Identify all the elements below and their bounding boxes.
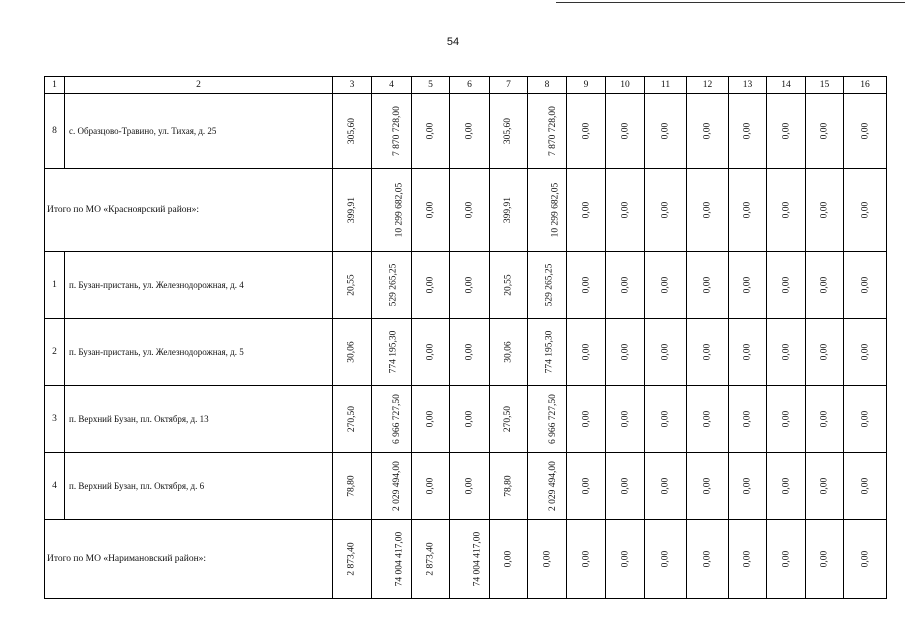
value-text: 399,91 [347,196,357,224]
value-text: 0,00 [742,276,753,294]
value-text: 74 004 417,00 [394,531,405,587]
value-cell [333,252,372,319]
header-cell: 13 [729,77,767,94]
value-text: 20,55 [503,274,514,296]
value-text: 0,00 [620,477,630,495]
value-text: 0,00 [781,550,791,568]
value-cell [372,94,412,169]
row-number: 3 [45,386,65,453]
header-cell: 2 [65,77,333,94]
value-text: 0,00 [620,410,630,428]
header-cell: 7 [490,77,528,94]
value-cell [767,169,806,252]
value-cell [372,520,412,599]
value-text: 0,00 [464,477,475,495]
value-text: 0,00 [702,122,713,140]
value-text: 0,00 [620,550,630,568]
table-row [45,252,887,319]
value-cell [490,94,528,169]
value-text: 6 966 727,50 [391,394,402,444]
value-text: 0,00 [581,201,591,219]
value-text: 270,50 [347,405,357,433]
value-cell [729,94,767,169]
table-row [45,319,887,386]
value-cell [844,94,887,169]
value-cell [806,252,844,319]
value-cell [806,94,844,169]
value-text: 0,00 [464,410,475,428]
value-text: 305,60 [347,117,357,145]
value-cell [729,386,767,453]
value-text: 529 265,25 [388,263,399,307]
value-cell [333,169,372,252]
value-cell [567,453,606,520]
value-cell [450,169,490,252]
value-cell [567,386,606,453]
value-text: 0,00 [464,122,475,140]
header-cell: 15 [806,77,844,94]
value-text: 0,00 [781,477,791,495]
value-text: 0,00 [425,477,436,495]
top-rule [556,2,905,3]
value-text: 0,00 [660,201,671,219]
value-cell [645,520,687,599]
value-cell [806,453,844,520]
value-cell [729,319,767,386]
value-cell [687,252,729,319]
value-cell [806,319,844,386]
value-cell [412,252,450,319]
value-cell [450,386,490,453]
value-cell [645,94,687,169]
value-cell [412,319,450,386]
value-text: 2 029 494,00 [391,461,402,511]
value-text: 74 004 417,00 [472,531,483,587]
value-cell [567,252,606,319]
value-text: 78,80 [347,475,357,497]
value-cell [645,453,687,520]
value-cell [333,386,372,453]
value-cell [729,520,767,599]
value-cell [767,252,806,319]
value-cell [567,319,606,386]
value-cell [606,319,645,386]
value-cell [844,453,887,520]
data-table [44,76,887,599]
value-cell [645,386,687,453]
value-cell [687,520,729,599]
header-cell: 5 [412,77,450,94]
header-cell: 10 [606,77,645,94]
value-cell [372,453,412,520]
value-cell [450,252,490,319]
value-cell [687,386,729,453]
value-cell [528,94,567,169]
value-cell [490,252,528,319]
value-cell [450,94,490,169]
value-cell [606,94,645,169]
value-text: 0,00 [819,477,830,495]
header-cell: 11 [645,77,687,94]
value-text: 0,00 [581,410,591,428]
value-text: 30,06 [347,341,357,363]
value-text: 0,00 [819,276,830,294]
address-cell: п. Бузан-пристань, ул. Железнодорожная, д. 5 [65,319,333,386]
value-text: 774 195,30 [544,330,555,374]
value-text: 0,00 [742,201,753,219]
value-cell [528,453,567,520]
value-text: 0,00 [702,201,713,219]
value-text: 0,00 [819,122,830,140]
value-text: 0,00 [742,550,753,568]
value-cell [767,94,806,169]
value-cell [687,94,729,169]
value-cell [567,520,606,599]
value-text: 0,00 [860,410,870,428]
value-text: 7 870 728,00 [547,106,558,156]
address-cell: с. Образцово-Травино, ул. Тихая, д. 25 [65,94,333,169]
header-cell: 14 [767,77,806,94]
value-text: 7 870 728,00 [391,106,402,156]
value-cell [687,453,729,520]
value-cell [606,386,645,453]
header-cell: 1 [45,77,65,94]
value-cell [372,319,412,386]
value-text: 0,00 [742,410,753,428]
header-cell: 6 [450,77,490,94]
row-number: 8 [45,94,65,169]
address-cell: п. Верхний Бузан, пл. Октября, д. 6 [65,453,333,520]
value-cell [767,520,806,599]
value-text: 0,00 [860,343,870,361]
page-number: 54 [446,36,460,48]
value-text: 0,00 [660,477,671,495]
value-text: 0,00 [781,410,791,428]
row-number: 2 [45,319,65,386]
total-label: Итого по МО «Наримановский район»: [45,520,333,599]
header-row [45,77,887,94]
value-cell [450,319,490,386]
address-cell: п. Бузан-пристань, ул. Железнодорожная, д. 4 [65,252,333,319]
value-cell [450,520,490,599]
value-text: 774 195,30 [388,330,399,374]
value-cell [645,252,687,319]
row-number: 1 [45,252,65,319]
value-text: 0,00 [742,477,753,495]
header-cell: 9 [567,77,606,94]
table-row [45,94,887,169]
total-row [45,169,887,252]
value-cell [687,319,729,386]
value-cell [528,252,567,319]
value-text: 0,00 [819,343,830,361]
value-cell [729,252,767,319]
address-cell: п. Верхний Бузан, пл. Октября, д. 13 [65,386,333,453]
value-text: 0,00 [503,550,514,568]
value-cell [567,169,606,252]
value-cell [450,453,490,520]
value-cell [333,453,372,520]
value-text: 529 265,25 [544,263,555,307]
value-text: 305,60 [503,117,514,145]
value-cell [490,319,528,386]
header-cell: 4 [372,77,412,94]
value-text: 0,00 [581,276,591,294]
value-cell [412,453,450,520]
value-cell [767,319,806,386]
value-cell [490,169,528,252]
value-cell [412,520,450,599]
value-cell [844,386,887,453]
value-cell [412,386,450,453]
value-text: 0,00 [425,201,436,219]
value-text: 0,00 [860,201,870,219]
value-text: 0,00 [702,276,713,294]
value-text: 0,00 [702,477,713,495]
value-cell [372,252,412,319]
total-label: Итого по МО «Красноярский район»: [45,169,333,252]
header-cell: 16 [844,77,887,94]
value-text: 0,00 [620,122,630,140]
value-text: 0,00 [742,122,753,140]
value-cell [528,520,567,599]
value-cell [528,169,567,252]
value-text: 0,00 [781,201,791,219]
value-cell [645,169,687,252]
header-cell: 8 [528,77,567,94]
value-text: 0,00 [425,276,436,294]
value-text: 0,00 [860,477,870,495]
value-text: 0,00 [819,201,830,219]
row-number: 4 [45,453,65,520]
value-cell [490,520,528,599]
header-cell: 12 [687,77,729,94]
value-cell [729,453,767,520]
value-cell [729,169,767,252]
value-cell [372,386,412,453]
value-text: 30,06 [503,341,514,363]
value-text: 0,00 [860,122,870,140]
value-text: 0,00 [702,410,713,428]
value-text: 0,00 [781,343,791,361]
value-cell [372,169,412,252]
value-cell [606,520,645,599]
value-text: 0,00 [581,343,591,361]
table-row [45,453,887,520]
value-cell [333,520,372,599]
value-cell [333,94,372,169]
value-text: 0,00 [702,343,713,361]
value-text: 0,00 [620,343,630,361]
value-text: 10 299 682,05 [550,182,561,238]
value-text: 0,00 [620,276,630,294]
value-cell [490,386,528,453]
value-text: 0,00 [860,276,870,294]
value-text: 0,00 [464,276,475,294]
value-cell [767,453,806,520]
value-text: 78,80 [503,475,514,497]
table-row [45,386,887,453]
value-text: 20,55 [347,274,357,296]
value-text: 270,50 [503,405,514,433]
value-text: 0,00 [425,122,436,140]
value-text: 0,00 [542,550,552,568]
value-text: 0,00 [581,122,591,140]
value-cell [687,169,729,252]
value-text: 0,00 [660,122,671,140]
value-text: 0,00 [464,201,475,219]
value-cell [806,520,844,599]
value-text: 0,00 [781,122,791,140]
value-cell [412,169,450,252]
value-cell [606,453,645,520]
value-cell [528,319,567,386]
value-text: 399,91 [503,196,514,224]
value-text: 10 299 682,05 [394,182,405,238]
value-text: 0,00 [581,477,591,495]
value-text: 0,00 [581,550,591,568]
value-cell [844,169,887,252]
header-cell: 3 [333,77,372,94]
value-cell [412,94,450,169]
value-text: 0,00 [860,550,870,568]
value-text: 0,00 [660,343,671,361]
value-text: 0,00 [660,410,671,428]
value-text: 0,00 [781,276,791,294]
value-cell [528,386,567,453]
value-cell [844,252,887,319]
value-cell [490,453,528,520]
value-cell [806,169,844,252]
total-row [45,520,887,599]
value-cell [844,520,887,599]
value-cell [767,386,806,453]
value-text: 2 029 494,00 [547,461,558,511]
value-text: 2 873,40 [347,542,357,576]
value-text: 0,00 [620,201,630,219]
value-text: 0,00 [660,550,671,568]
value-text: 0,00 [464,343,475,361]
value-text: 0,00 [819,410,830,428]
value-text: 6 966 727,50 [547,394,558,444]
value-cell [606,252,645,319]
value-text: 2 873,40 [425,542,436,576]
value-cell [567,94,606,169]
value-cell [844,319,887,386]
value-text: 0,00 [425,343,436,361]
value-text: 0,00 [702,550,713,568]
value-cell [645,319,687,386]
value-cell [333,319,372,386]
value-cell [606,169,645,252]
value-text: 0,00 [819,550,830,568]
value-text: 0,00 [425,410,436,428]
value-text: 0,00 [660,276,671,294]
value-cell [806,386,844,453]
value-text: 0,00 [742,343,753,361]
